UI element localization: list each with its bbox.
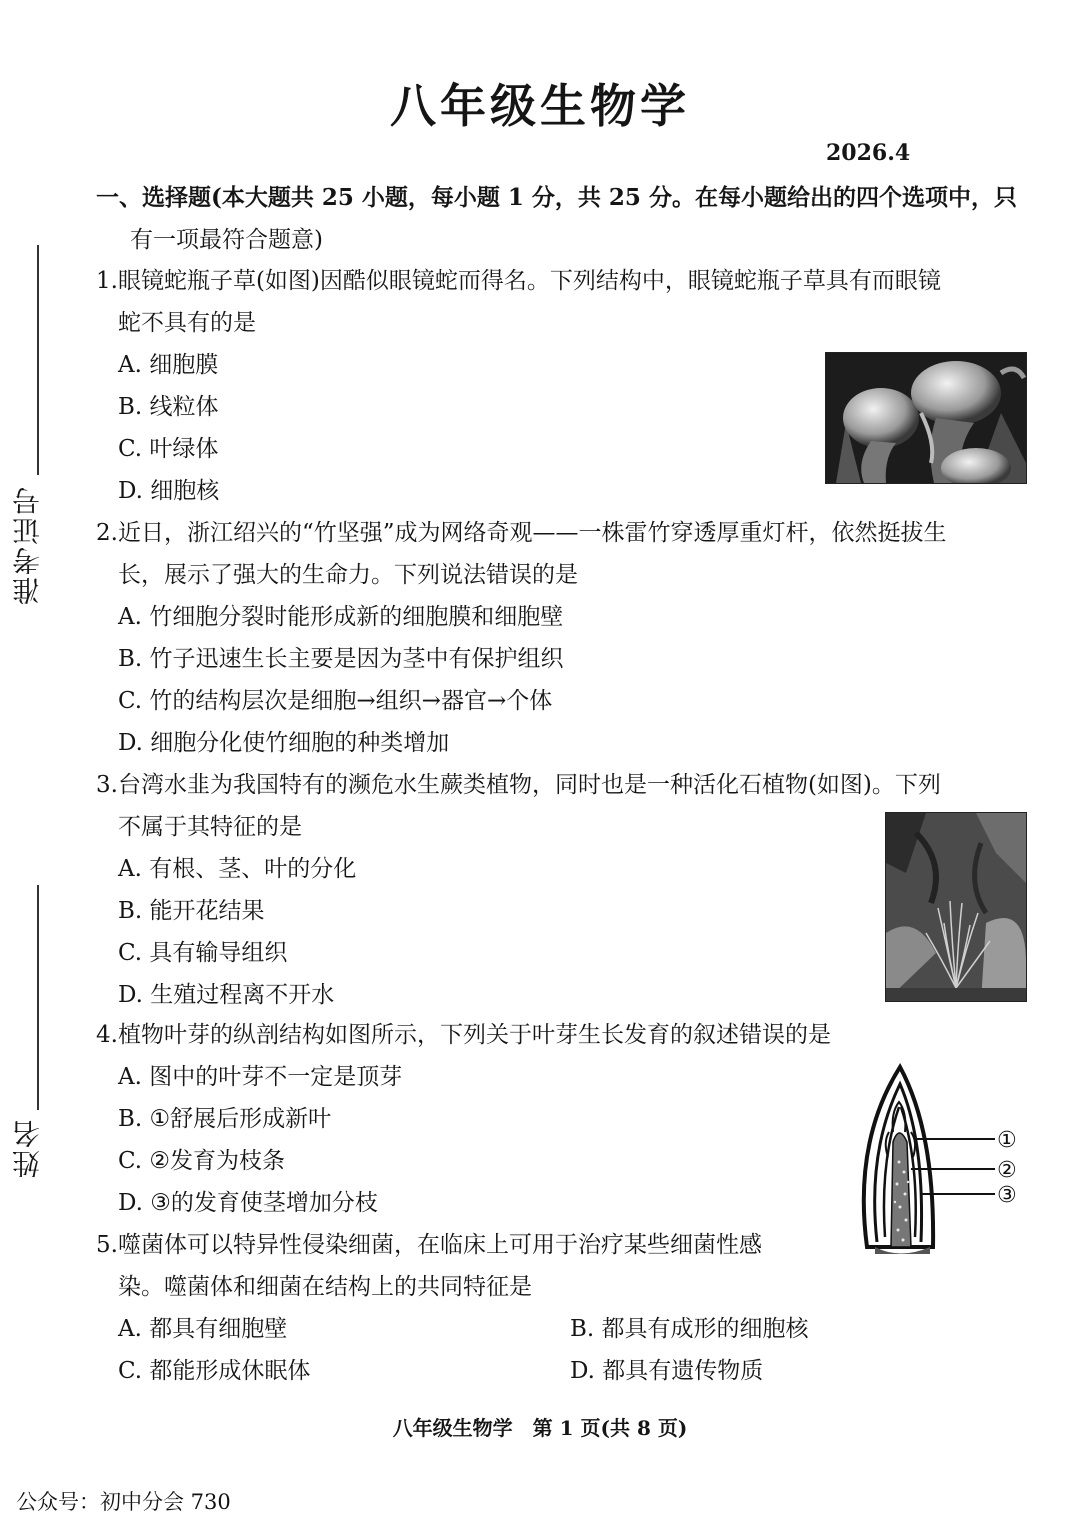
diagram-label-3: ③	[997, 1183, 1017, 1208]
q2-option-d: D. 细胞分化使竹细胞的种类增加	[118, 730, 450, 756]
q1-stem-line1: 1.眼镜蛇瓶子草(如图)因酷似眼镜蛇而得名。下列结构中，眼镜蛇瓶子草具有而眼镜	[96, 268, 941, 294]
q5-stem-line1: 5.噬菌体可以特异性侵染细菌，在临床上可用于治疗某些细菌性感	[96, 1232, 762, 1258]
leaf-bud-diagram	[855, 1062, 1035, 1257]
q2-option-c: C. 竹的结构层次是细胞→组织→器官→个体	[118, 688, 553, 714]
page-footer: 八年级生物学 第 1 页(共 8 页)	[392, 1416, 688, 1440]
q1-option-b: B. 线粒体	[118, 394, 219, 420]
q2-stem-line2: 长，展示了强大的生命力。下列说法错误的是	[118, 562, 578, 588]
q3-option-c: C. 具有输导组织	[118, 940, 288, 966]
q4-option-d: D. ③的发育使茎增加分枝	[118, 1190, 378, 1216]
q1-option-a: A. 细胞膜	[118, 352, 219, 378]
q3-stem-line1: 3.台湾水韭为我国特有的濒危水生蕨类植物，同时也是一种活化石植物(如图)。下列	[96, 772, 941, 798]
q2-stem-line1: 2.近日，浙江绍兴的“竹坚强”成为网络奇观——一株雷竹穿透厚重灯杆，依然挺拔生	[96, 520, 947, 546]
q4-option-a: A. 图中的叶芽不一定是顶芽	[118, 1064, 403, 1090]
q5-option-a: A. 都具有细胞壁	[118, 1316, 288, 1342]
q1-option-d: D. 细胞核	[118, 478, 220, 504]
diagram-label-2: ②	[997, 1158, 1017, 1183]
name-label: 姓名	[11, 1118, 44, 1178]
q5-stem-line2: 染。噬菌体和细菌在结构上的共同特征是	[118, 1274, 532, 1300]
q1-option-c: C. 叶绿体	[118, 436, 219, 462]
q5-option-d: D. 都具有遗传物质	[570, 1358, 764, 1384]
page-title: 八年级生物学	[390, 79, 690, 133]
exam-id-line	[37, 245, 39, 475]
q2-option-b: B. 竹子迅速生长主要是因为茎中有保护组织	[118, 646, 564, 672]
section-header-line2: 有一项最符合题意)	[130, 227, 323, 253]
q5-option-c: C. 都能形成休眠体	[118, 1358, 311, 1384]
watermark-text: 公众号：初中分会 730	[16, 1490, 231, 1514]
cobra-lily-photo	[825, 352, 1027, 484]
q3-option-d: D. 生殖过程离不开水	[118, 982, 335, 1008]
exam-date: 2026.4	[826, 140, 911, 166]
exam-id-label: 准考证号	[11, 485, 44, 605]
q4-option-b: B. ①舒展后形成新叶	[118, 1106, 332, 1132]
name-line	[37, 885, 39, 1110]
q3-stem-line2: 不属于其特征的是	[118, 814, 302, 840]
quillwort-photo	[885, 812, 1027, 1002]
q5-option-b: B. 都具有成形的细胞核	[570, 1316, 809, 1342]
section-header-line1: 一、选择题(本大题共 25 小题，每小题 1 分，共 25 分。在每小题给出的四个选项中，只	[96, 184, 1017, 211]
q4-stem-line1: 4.植物叶芽的纵剖结构如图所示，下列关于叶芽生长发育的叙述错误的是	[96, 1022, 831, 1048]
q4-option-c: C. ②发育为枝条	[118, 1148, 286, 1174]
q2-option-a: A. 竹细胞分裂时能形成新的细胞膜和细胞壁	[118, 604, 564, 630]
q3-option-b: B. 能开花结果	[118, 898, 265, 924]
diagram-label-1: ①	[997, 1128, 1017, 1153]
q1-stem-line2: 蛇不具有的是	[118, 310, 256, 336]
q3-option-a: A. 有根、茎、叶的分化	[118, 856, 357, 882]
